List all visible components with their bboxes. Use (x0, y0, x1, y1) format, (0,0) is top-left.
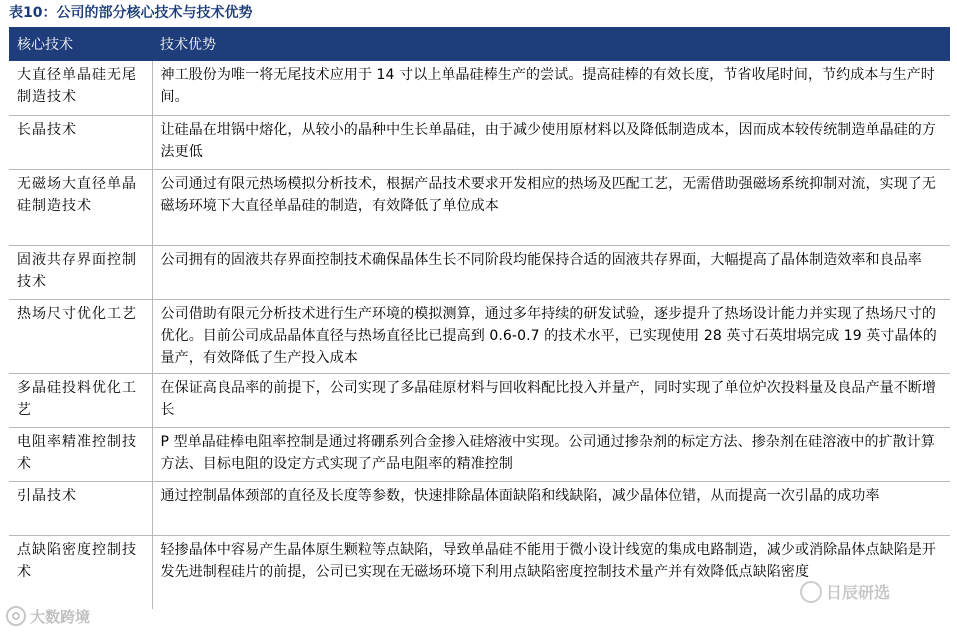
technology-advantage: 让硅晶在坩锅中熔化，从较小的晶种中生长单晶硅，由于减少使用原材料以及降低制造成本，因而成本较传统制造单晶硅的方法更低 (152, 115, 950, 169)
core-technology-table (9, 27, 950, 609)
watermark-right-logo-icon (800, 581, 822, 603)
table-row (9, 61, 950, 115)
technology-name: 无磁场大直径单晶硅制造技术 (9, 169, 152, 245)
table-row (9, 373, 950, 427)
technology-name: 引晶技术 (9, 481, 152, 535)
technology-advantage: 轻掺晶体中容易产生晶体原生颗粒等点缺陷，导致单晶硅不能用于微小设计线宽的集成电路制造，减少或消除晶体点缺陷是开发先进制程硅片的前提，公司已实现在无磁场环境下利用点缺陷密度控制技术量产并有效降低点缺陷密度 (160, 541, 936, 580)
header-row (9, 27, 950, 61)
technology-name: 长晶技术 (9, 115, 152, 169)
technology-name: 多晶硅投料优化工艺 (9, 373, 152, 427)
technology-advantage: 神工股份为唯一将无尾技术应用于 14 寸以上单晶硅棒生产的尝试。提高硅棒的有效长度，节省收尾时间，节约成本与生产时间。 (152, 61, 950, 115)
technology-advantage: 在保证高良品率的前提下，公司实现了多晶硅原材料与回收料配比投入并量产，同时实现了单位炉次投料量及良品产量不断增长 (152, 373, 950, 427)
technology-name: 固液共存界面控制技术 (9, 245, 152, 299)
header-core-technology: 核心技术 (9, 27, 152, 61)
technology-advantage: 公司借助有限元分析技术进行生产环境的模拟测算，通过多年持续的研发试验，逐步提升了热场设计能力并实现了热场尺寸的优化。目前公司成品晶体直径与热场直径比已提高到 0.6-0.7 的技术水平，已实现使用 28 英寸石英坩埚完成 19 英寸晶体的量产，有效降低了生产投入成本 (152, 299, 950, 373)
watermark-left (6, 604, 90, 628)
technology-name: 热场尺寸优化工艺 (9, 299, 152, 373)
technology-advantage: P 型单晶硅棒电阻率控制是通过将硼系列合金掺入硅熔液中实现。公司通过掺杂剂的标定方法、掺杂剂在硅溶液中的扩散计算方法、目标电阻的设定方式实现了产品电阻率的精准控制 (152, 427, 950, 481)
watermark-right-text: 日辰研选 (826, 583, 891, 602)
technology-name: 大直径单晶硅无尾制造技术 (9, 61, 152, 115)
watermark-logo-icon (6, 606, 26, 626)
header-technical-advantage: 技术优势 (152, 27, 950, 61)
technology-advantage: 通过控制晶体颈部的直径及长度等参数，快速排除晶体面缺陷和线缺陷，减少晶体位错，从而提高一次引晶的成功率 (152, 481, 950, 535)
table-row (9, 169, 950, 245)
technology-name: 电阻率精准控制技术 (9, 427, 152, 481)
technology-advantage: 公司拥有的固液共存界面控制技术确保晶体生长不同阶段均能保持合适的固液共存界面，大幅提高了晶体制造效率和良品率 (152, 245, 950, 299)
table-row (9, 245, 950, 299)
watermark-left-text: 大数跨境 (30, 607, 91, 626)
table-row (9, 427, 950, 481)
table-header (9, 27, 950, 61)
table-title: 表10：公司的部分核心技术与技术优势 (9, 5, 253, 21)
table-row (9, 481, 950, 535)
technology-advantage: 公司通过有限元热场模拟分析技术，根据产品技术要求开发相应的热场及匹配工艺，无需借助强磁场系统抑制对流，实现了无磁场环境下大直径单晶硅的制造，有效降低了单位成本 (152, 169, 950, 245)
table-row (9, 299, 950, 373)
technology-name: 点缺陷密度控制技术 (9, 535, 152, 609)
watermark-right (800, 580, 890, 603)
table-row (9, 115, 950, 169)
table-body (9, 61, 950, 609)
